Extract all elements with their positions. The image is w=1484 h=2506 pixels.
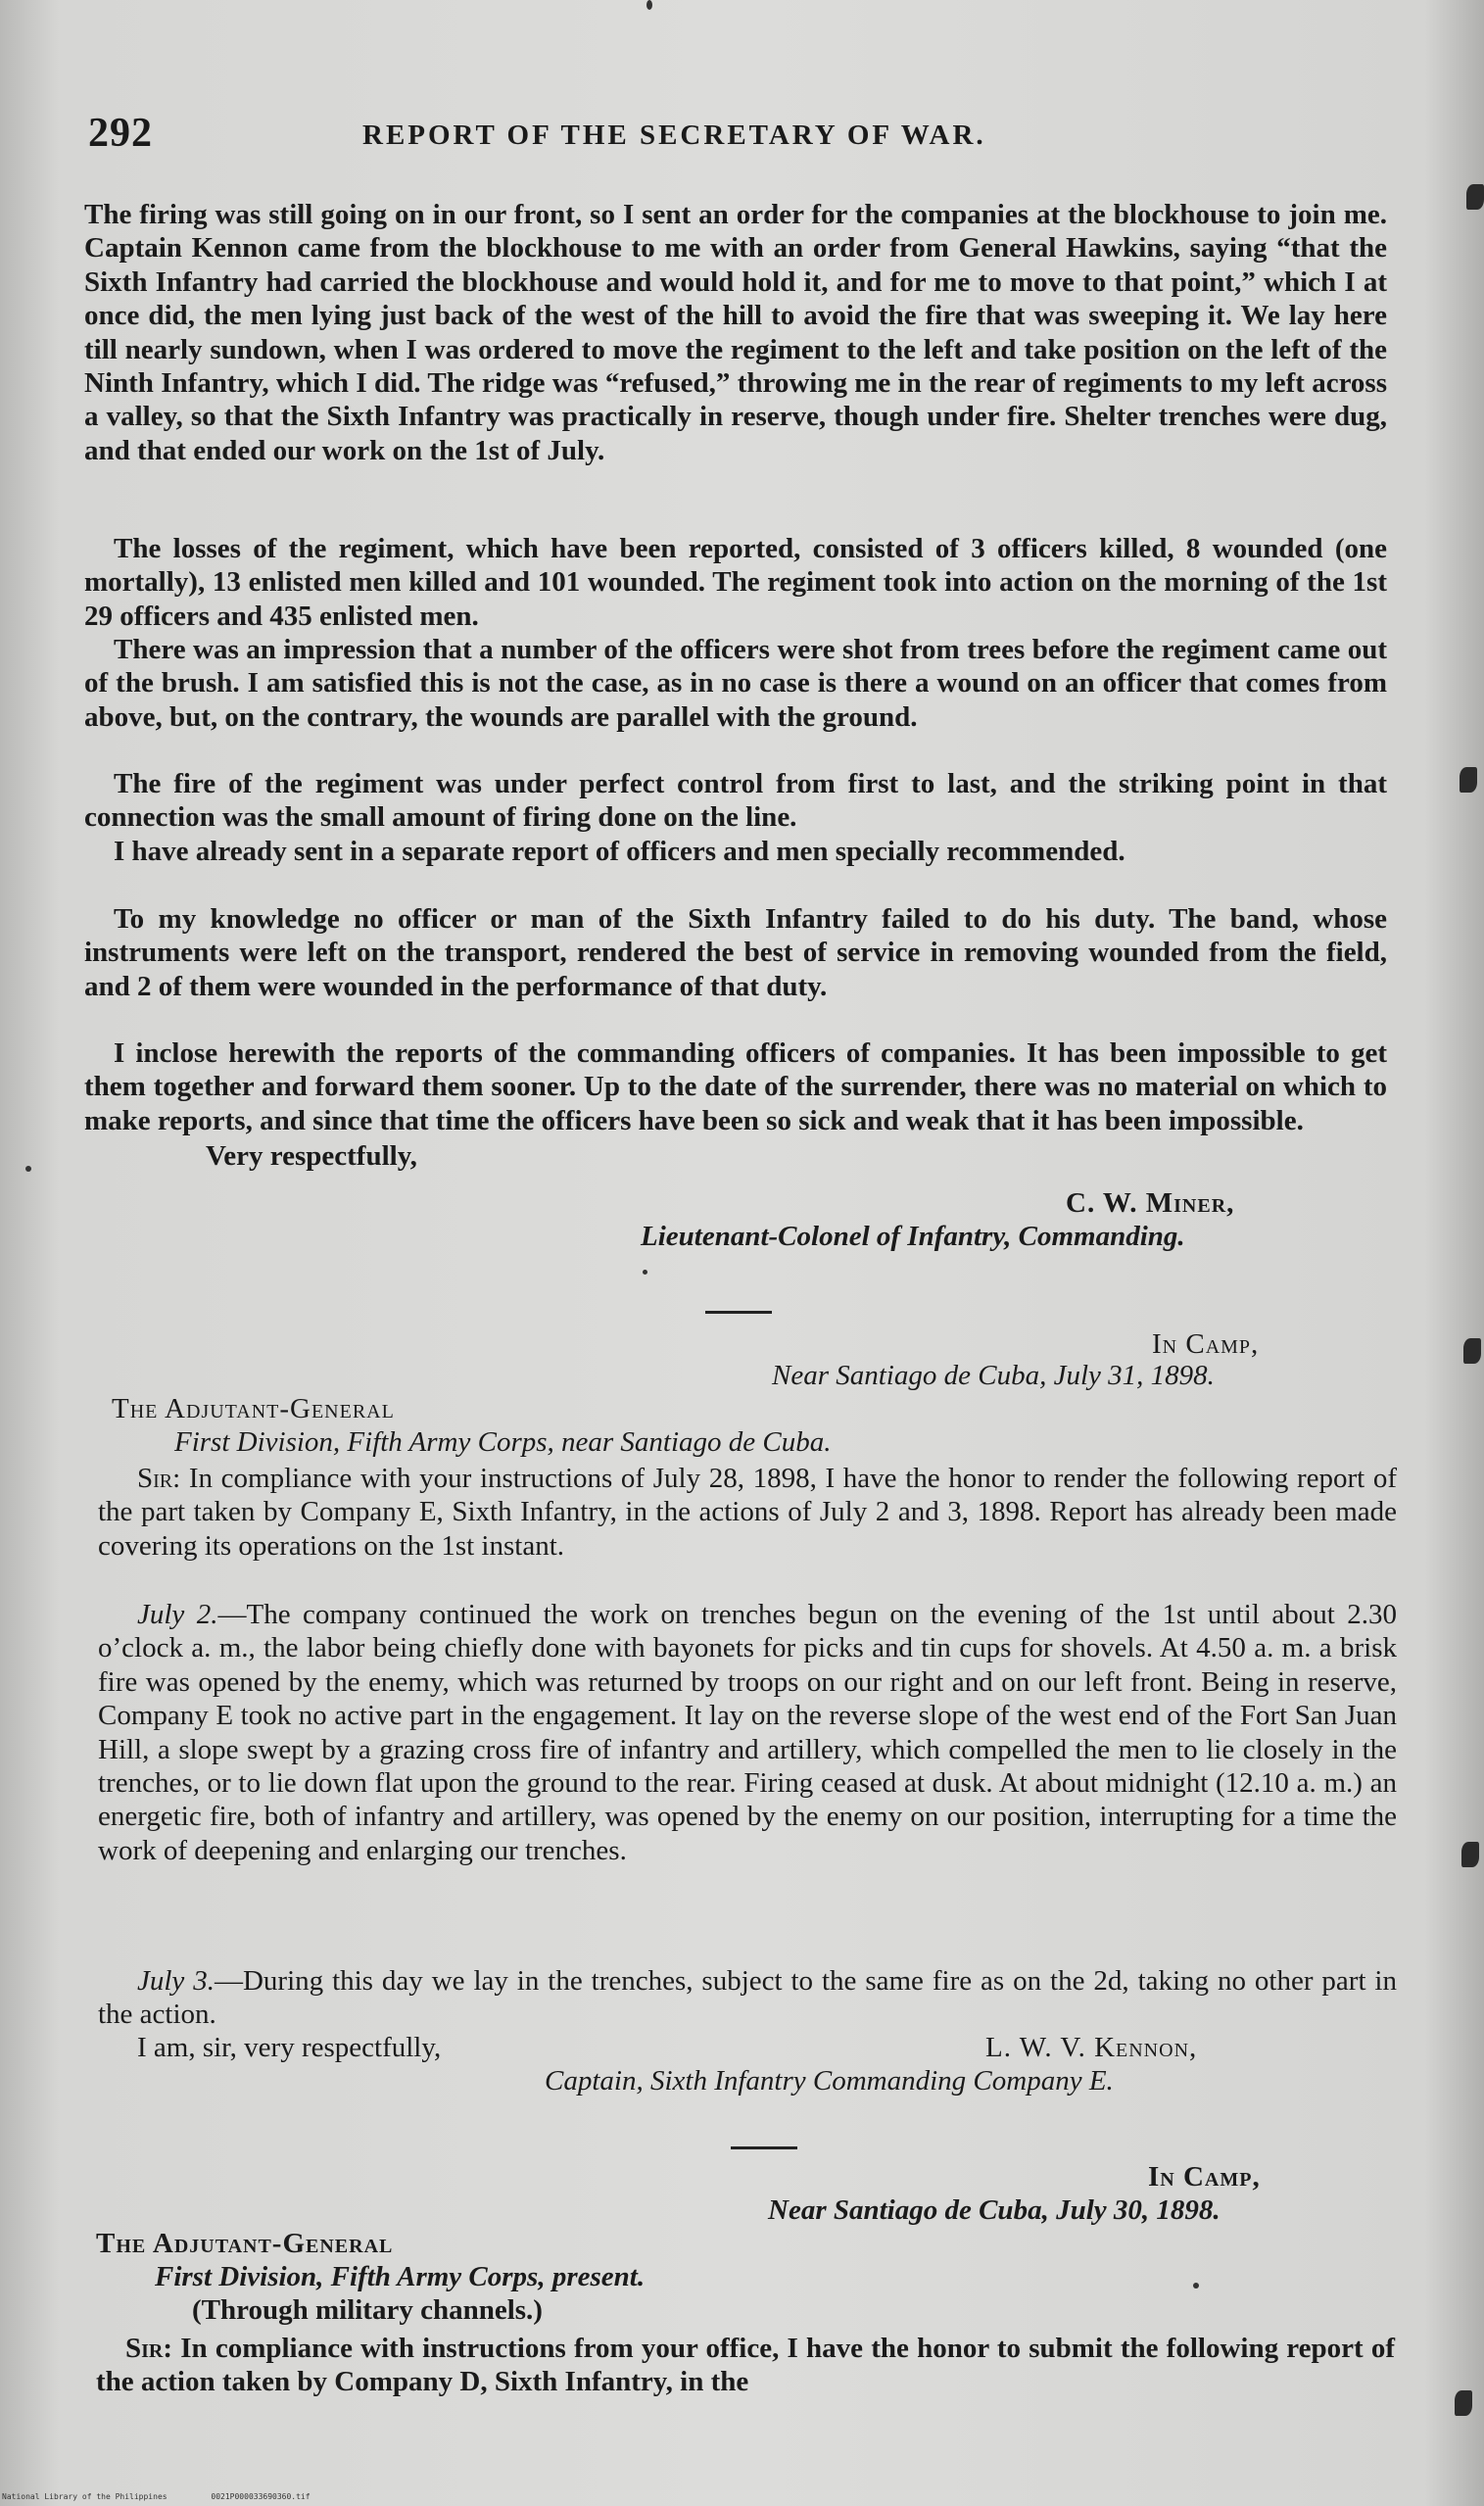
report1-paragraph-4: The fire of the regiment was under perfect control from first to last, and the striking point in that connection was the small amount of firing done on the line. [84,768,1387,834]
report2-salutation: Sir: [137,1463,181,1494]
report3-paragraph-1-text: In compliance with instructions from your office, I have the honor to submit the following report of the action taken by Company D, Sixth Infantry, in the [96,2333,1396,2398]
scan-artifact-mark [1460,767,1477,793]
report1-paragraph-7: I inclose herewith the reports of the commanding officers of companies. It has been impossible to get them together and forward them sooner. Up to the date of the surrender, there was no material on which to make reports, and since that time the officers have been so sick and weak that it has been impossible. [84,1037,1387,1136]
report1-paragraph-5: I have already sent in a separate report of officers and men specially recommended. [114,836,1125,867]
page-header [88,110,1381,169]
report2-paragraph-2 [98,1598,1397,1867]
scan-footer [2,2492,350,2501]
section-divider [705,1311,772,1314]
page-number: 292 [88,111,153,156]
report2-signer: L. W. V. Kennon, [985,2032,1198,2063]
report3-addressee-unit: First Division, Fifth Army Corps, present. [155,2261,646,2292]
report2-place-line-1: In Camp, [1152,1328,1260,1360]
report2-paragraph-3-text: —During this day we lay in the trenches, subject to the same fire as on the 2d, taking no other part in the action. [98,1965,1397,2031]
footer-file-id: 0021P000033690360.tif [211,2492,311,2501]
report2-closing: I am, sir, very respectfully, [137,2032,442,2063]
report2-july2-date: July 2. [137,1599,218,1630]
scan-speck [1193,2283,1199,2289]
report2-addressee: The Adjutant-General [112,1393,395,1424]
scan-artifact-mark [1455,2390,1472,2416]
report1-paragraph-6: To my knowledge no officer or man of the Sixth Infantry failed to do his duty. The band, whose instruments were left on the transport, rendered the best of service in removing wounded from the field, and 2 of them were wounded in the performance of that duty. [84,903,1387,1002]
scan-speck [25,1166,31,1172]
report1-paragraph-1: The firing was still going on in our front, so I sent an order for the companies at the blockhouse to join me. Captain Kennon came from the blockhouse to me with an order from General Hawkins, saying “that the Sixth Infantry had carried the blockhouse and would hold it, and for me to move to that point,” which I at once did, the men lying just back of the west of the hill to avoid the fire that was sweeping it. We lay here till nearly sundown, when I was ordered to move the regiment to the left and take position on the left of the Ninth Infantry, which I did. The ridge was “refused,” throwing me in the rear of regiments to my left across a valley, so that the Sixth Infantry was practically in reserve, though under fire. Shelter trenches were dug, and that ended our work on the 1st of July. [84,199,1387,466]
report2-place-line-2: Near Santiago de Cuba, July 31, 1898. [772,1360,1215,1391]
report1-paragraph-2: The losses of the regiment, which have been reported, consisted of 3 officers killed, 8 wounded (one mortally), 13 enlisted men killed and 101 wounded. The regiment took into action on the morning of the 1st 29 officers and 435 enlisted men. [84,533,1387,632]
report2-paragraph-1-text: In compliance with your instructions of July 28, 1898, I have the honor to render the following report of the part taken by Company E, Sixth Infantry, in the actions of July 2 and 3, 1898. Report has already been made covering its operations on the 1st instant. [98,1463,1398,1562]
report1-signer-title: Lieutenant-Colonel of Infantry, Commanding. [641,1221,1185,1252]
scan-artifact-mark [1461,1842,1479,1867]
report2-paragraph-1 [98,1462,1397,1563]
report1-closing: Very respectfully, [206,1140,417,1172]
report3-salutation: Sir: [125,2333,173,2364]
report3-place-line-2: Near Santiago de Cuba, July 30, 1898. [768,2194,1221,2226]
report1-paragraph-3: There was an impression that a number of the officers were shot from trees before the regiment came out of the brush. I am satisfied this is not the case, as in no case is there a wound on an officer that comes from above, but, on the contrary, the wounds are parallel with the ground. [84,634,1387,733]
report2-july3-date: July 3. [137,1965,215,1997]
report3-place-line-1: In Camp, [1148,2161,1261,2193]
scan-speck [646,0,652,10]
footer-library: National Library of the Philippines [2,2492,168,2501]
report3-paragraph-1 [96,2332,1395,2399]
report1-signer: C. W. Miner, [1066,1187,1235,1219]
running-title: REPORT OF THE SECRETARY OF WAR. [362,120,986,151]
report2-addressee-unit: First Division, Fifth Army Corps, near Santiago de Cuba. [174,1426,832,1458]
report2-paragraph-3 [98,1964,1397,2032]
report3-channel: (Through military channels.) [192,2294,543,2326]
report2-paragraph-2-text: —The company continued the work on trenches begun on the evening of the 1st until about 2.30 o’clock a. m., the labor being chiefly done with bayonets for picks and tin cups for shovels. At 4.50 a. m. a brisk fire was opened by the enemy, which was returned by troops on our right and on our left front. Being in reserve, Company E took no active part in the engagement. It lay on the reverse slope of the west end of the Fort San Juan Hill, a slope swept by a grazing cross fire of infantry and artillery, which compelled the men to lie closely in the trenches, or to lie down flat upon the ground to the rear. Firing ceased at dusk. At about midnight (12.10 a. m.) an energetic fire, both of infantry and artillery, was opened by the enemy on our position, interrupting for a time the work of deepening and enlarging our trenches. [98,1599,1397,1866]
scan-speck [643,1270,647,1275]
scan-artifact-mark [1463,1338,1481,1364]
report2-signer-title: Captain, Sixth Infantry Commanding Company E. [545,2065,1114,2096]
scan-artifact-mark [1466,184,1484,210]
report3-addressee: The Adjutant-General [96,2228,394,2259]
section-divider [731,2146,797,2149]
